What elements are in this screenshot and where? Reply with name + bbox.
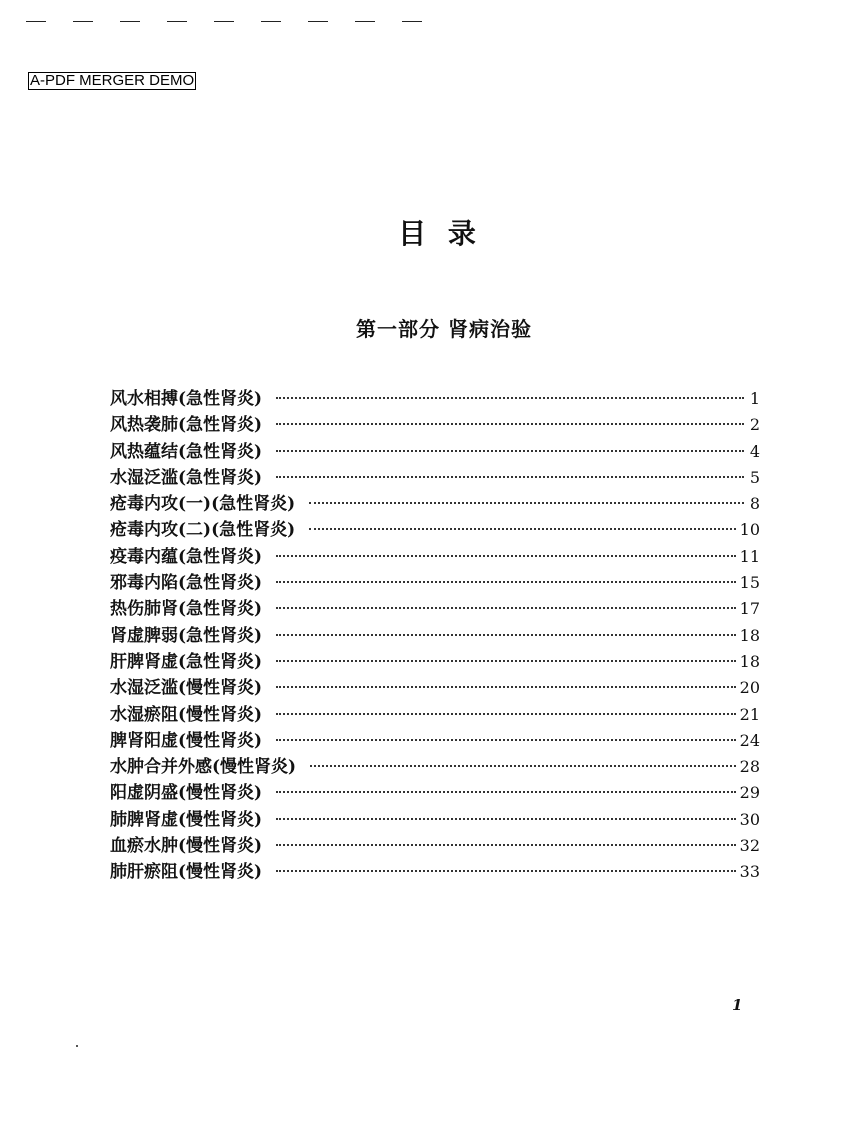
toc-entry: [110, 831, 760, 857]
dot-leader: [276, 870, 736, 872]
toc-entry: [110, 437, 760, 463]
dot-leader: [309, 528, 735, 530]
header-dash-rule: [26, 21, 422, 22]
toc-entry: [110, 673, 760, 699]
toc-entry-page: 4: [749, 441, 760, 461]
toc-entry: [110, 726, 760, 752]
toc-entry-page: 11: [739, 546, 760, 566]
toc-entry-page: 28: [739, 757, 760, 777]
dot-leader: [276, 739, 736, 741]
toc-entry-page: 32: [739, 836, 760, 856]
toc-entry-page: 20: [739, 678, 760, 698]
toc-entry-label: 肝脾肾虚(急性肾炎): [110, 651, 263, 672]
toc-entry-label: 脾肾阳虚(慢性肾炎): [110, 730, 263, 751]
dot-leader: [276, 844, 736, 846]
toc-entry-label: 阳虚阴盛(慢性肾炎): [110, 783, 263, 804]
dot-leader: [276, 634, 736, 636]
toc-entry-label: 肾虚脾弱(急性肾炎): [110, 625, 263, 646]
toc-entry-label: 热伤肺肾(急性肾炎): [110, 599, 263, 620]
dot-leader: [276, 397, 744, 399]
dot-leader: [276, 607, 736, 609]
dot-leader: [276, 423, 744, 425]
toc-entry: [110, 410, 760, 436]
toc-entry-page: 2: [749, 415, 760, 435]
toc-entry-page: 29: [739, 783, 760, 803]
toc-entry: [110, 647, 760, 673]
part-heading: 第一部分 肾病治验: [356, 317, 532, 341]
toc-entry-page: 30: [739, 809, 760, 829]
toc-entry-label: 肺脾肾虚(慢性肾炎): [110, 809, 263, 830]
toc-entry-label: 水湿泛滥(慢性肾炎): [110, 678, 263, 699]
dot-leader: [276, 660, 736, 662]
toc-entry-label: 疮毒内攻(二)(急性肾炎): [110, 520, 296, 541]
toc-entry: [110, 805, 760, 831]
page-number: 1: [732, 996, 743, 1014]
toc-entry: [110, 384, 760, 410]
scan-speck: [76, 1045, 78, 1047]
toc-entry: [110, 594, 760, 620]
toc-entry: [110, 463, 760, 489]
toc-entry-page: 17: [739, 599, 760, 619]
toc-entry-label: 疮毒内攻(一)(急性肾炎): [110, 494, 296, 515]
toc-entry: [110, 542, 760, 568]
toc-entry: [110, 489, 760, 515]
dot-leader: [310, 765, 736, 767]
toc-entry: [110, 700, 760, 726]
toc-entry: [110, 778, 760, 804]
dot-leader: [309, 502, 744, 504]
toc-entry-label: 水湿瘀阻(慢性肾炎): [110, 704, 263, 725]
toc-entry-page: 10: [739, 520, 760, 540]
dot-leader: [276, 686, 736, 688]
toc-entry-page: 18: [739, 625, 760, 645]
toc-entry-page: 1: [749, 389, 760, 408]
toc-entry-label: 风水相搏(急性肾炎): [110, 389, 263, 409]
toc-entry-page: 33: [739, 862, 760, 882]
toc-entry-label: 肺肝瘀阻(慢性肾炎): [110, 862, 263, 883]
dot-leader: [276, 555, 736, 557]
toc-entry-label: 风热蕴结(急性肾炎): [110, 441, 263, 462]
dot-leader: [276, 791, 736, 793]
toc-entry-page: 5: [749, 467, 760, 487]
dot-leader: [276, 713, 736, 715]
dot-leader: [276, 818, 736, 820]
watermark-label: A-PDF MERGER DEMO: [30, 72, 195, 89]
dot-leader: [276, 476, 744, 478]
toc-entry-label: 邪毒内陷(急性肾炎): [110, 573, 263, 594]
toc-entry-label: 风热袭肺(急性肾炎): [110, 415, 263, 436]
toc-entry-label: 水湿泛滥(急性肾炎): [110, 467, 263, 488]
toc-entry: [110, 752, 760, 778]
toc-entry-label: 疫毒内蕴(急性肾炎): [110, 546, 263, 567]
toc-entry: [110, 568, 760, 594]
toc-entry-label: 水肿合并外感(慢性肾炎): [110, 757, 297, 778]
toc-entry-page: 8: [749, 494, 760, 514]
toc-entry-page: 18: [739, 651, 760, 671]
toc-entry-page: 15: [739, 573, 760, 593]
dot-leader: [276, 450, 744, 452]
page-title: 目 录: [398, 217, 482, 250]
toc-entry: [110, 857, 760, 883]
toc-entry: [110, 621, 760, 647]
toc-entry-label: 血瘀水肿(慢性肾炎): [110, 836, 263, 857]
toc-entry-page: 21: [739, 704, 760, 724]
toc-entry: [110, 515, 760, 541]
toc-entry-page: 24: [739, 730, 760, 750]
dot-leader: [276, 581, 736, 583]
table-of-contents: [110, 384, 760, 884]
